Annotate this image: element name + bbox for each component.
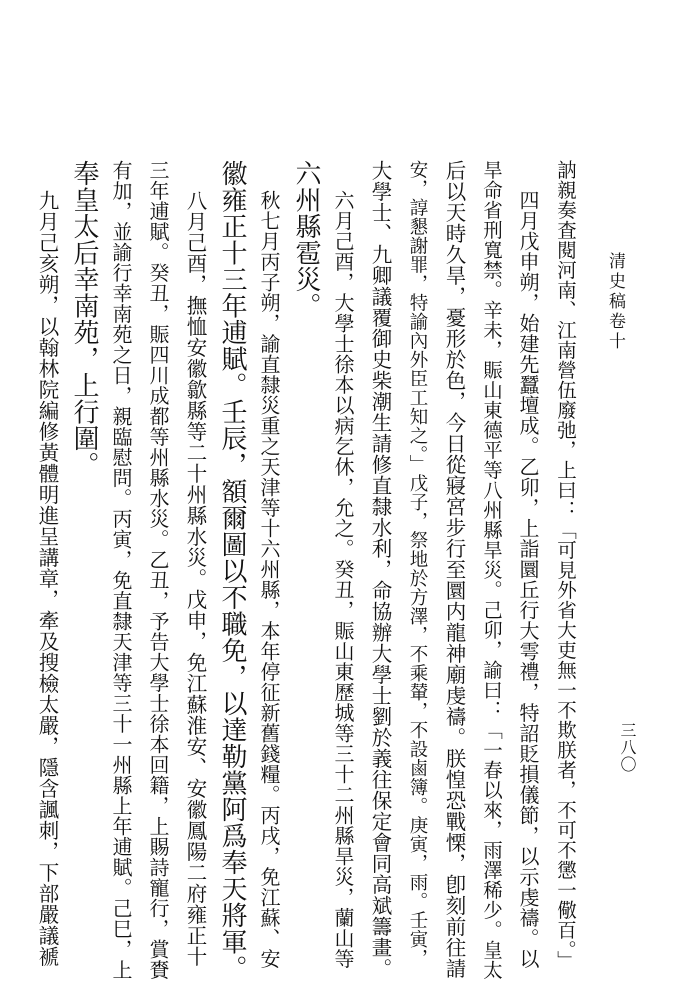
text-column: 秋七月丙子朔，諭直隸災重之天津等十六州縣，本年停征新舊錢糧。丙戌，免江蘇、安: [257, 190, 281, 969]
text-column: 六月己酉，大學士徐本以病乞休，允之。癸丑，賑山東歷城等三十二州縣旱災，蘭山等: [331, 190, 355, 969]
text-column: 六州縣雹災。: [291, 160, 321, 319]
text-column: 九月己亥朔，以翰林院編修黃體明進呈講章，牽及搜檢太嚴，隱含諷刺，下部嚴議褫: [35, 190, 59, 967]
text-column: 四月戊申朔，始建先蠶壇成。乙卯，上詣圜丘行大雩禮，特詔貶損儀節，以示虔禱。以: [516, 190, 540, 969]
text-column: 大學士、九卿議覆御史柴潮生請修直隸水利，命協辦大學士劉於義往保定會同高斌籌畫。: [368, 160, 392, 979]
text-column: 奉皇太后幸南苑，上行圍。: [69, 160, 99, 478]
page-number: 三八〇: [618, 722, 637, 773]
text-column: 三年逋賦。癸丑，賑四川成都等州縣水災。乙丑，予告大學士徐本回籍，上賜詩寵行，賞賚: [146, 160, 170, 980]
text-column: 有加，並諭行幸南苑之日，親臨慰問。丙寅，免直隸天津等三十一州縣上年逋賦。己巳，上: [109, 160, 133, 980]
text-column: 八月己酉，撫恤安徽歙縣等二十州縣水災。戊申，免江蘇淮安、安徽鳳陽二府雍正十: [183, 190, 207, 967]
running-header-title: 清史稿卷十: [605, 252, 625, 352]
text-column: 訥親奏査閱河南、江南營伍廢弛，上曰：「可見外省大吏無一不欺朕者，不可不懲一儆百。」: [554, 160, 577, 971]
text-column: 安，諄懇謝罪，特諭內外臣工知之。」戊子，祭地於方澤，不乘輦，不設鹵簿。庚寅，雨。壬寅，: [407, 160, 428, 968]
text-column: 后以天時久旱，憂形於色，今日從寢宮步行至圜内龍神廟虔禱。朕惶恐戰慄，卽刻前往請: [442, 160, 466, 979]
text-column: 旱命省刑寬禁。辛未，賑山東德平等八州縣旱災。己卯，諭曰：「一春以來，雨澤稀少。皇太: [480, 160, 503, 980]
text-column: 徽雍正十三年逋賦。壬辰，額爾圖以不職免，以達勒黨阿爲奉天將軍。: [217, 160, 247, 982]
